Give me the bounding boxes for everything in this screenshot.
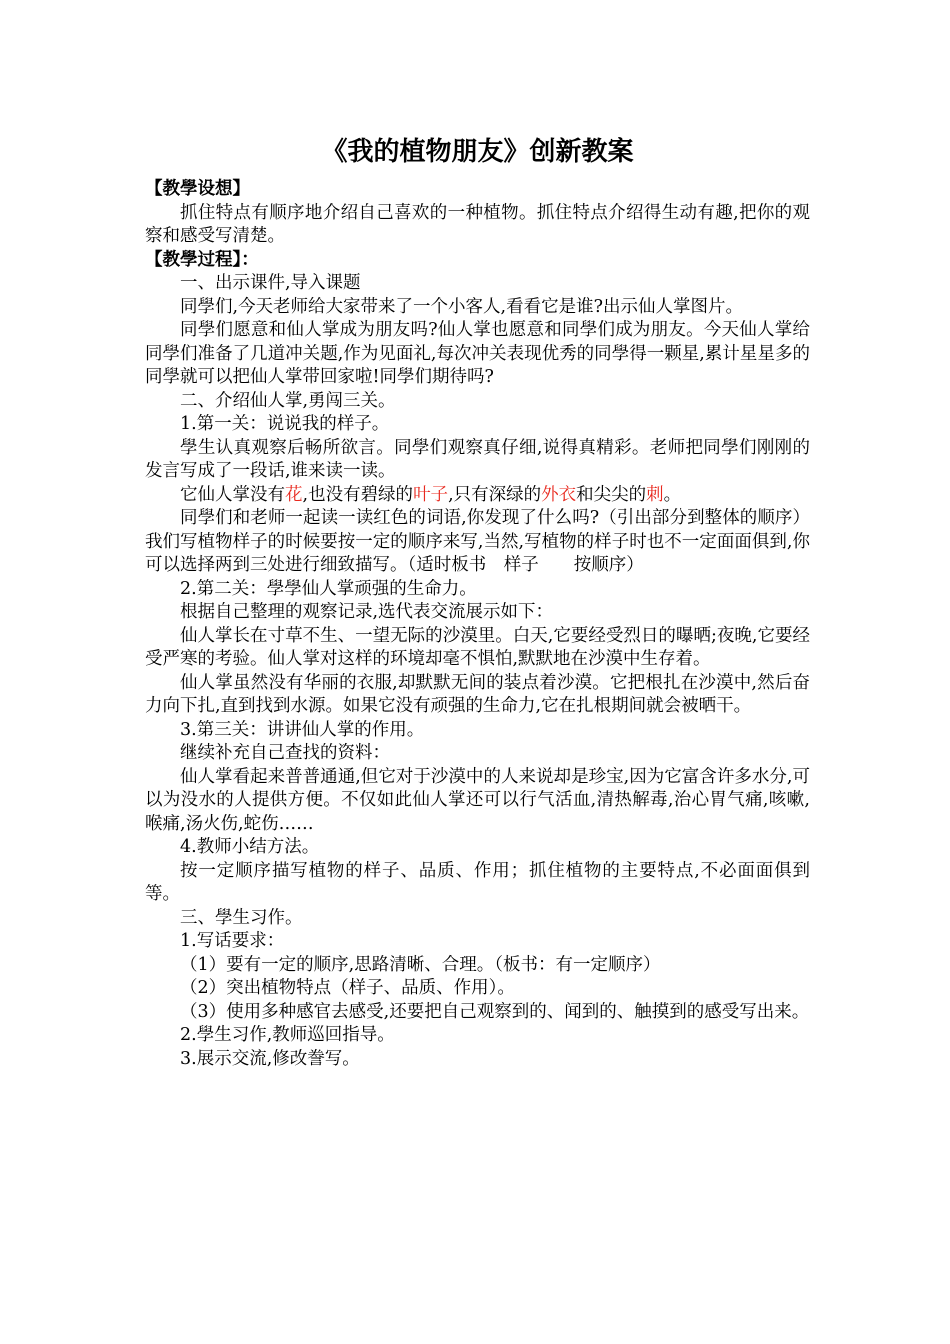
paragraph-friends: 同學们愿意和仙人掌成为朋友吗?仙人掌也愿意和同學们成为朋友。今天仙人掌给同學们准备了几道冲关题,作为见面礼,每次冲关表现优秀的同學得一颗星,累计星星多的同學就可以把仙人掌带回家啦!同學们期待吗? <box>145 320 810 387</box>
text-segment: ,也没有碧绿的 <box>302 484 414 505</box>
paragraph-order-discovery: 同學们和老师一起读一读红色的词语,你发现了什么吗?（引出部分到整体的顺序）我们写植物样子的时候要按一定的顺序来写,当然,写植物的样子时也不一定面面俱到,你可以选择两到三处进行细致描写。（适时板书 样子 按顺序） <box>145 508 810 575</box>
paragraph-level-2: 2.第二关：學學仙人掌顽强的生命力。 <box>180 578 477 599</box>
text-segment: ,只有深绿的 <box>448 484 542 505</box>
paragraph-materials: 继续补充自己查找的资料： <box>180 743 390 763</box>
paragraph-writing: 2.學生习作,教师巡回指导。 <box>180 1025 395 1045</box>
text-segment: 和尖尖的 <box>576 484 647 505</box>
paragraph-level-3: 3.第三关：讲讲仙人掌的作用。 <box>180 719 425 740</box>
highlight-word-leaf: 叶子 <box>413 484 449 505</box>
highlight-word-flower: 花 <box>285 484 303 505</box>
paragraph-desert: 仙人掌长在寸草不生、一望无际的沙漠里。白天,它要经受烈日的曝晒;夜晚,它要经受严寒的考验。仙人掌对这样的环境却毫不惧怕,默默地在沙漠中生存着。 <box>145 625 810 669</box>
paragraph-summary-title: 4.教师小结方法。 <box>180 837 320 857</box>
paragraph-level-1: 1.第一关：说说我的样子。 <box>180 414 390 434</box>
highlight-word-thorn: 刺 <box>646 484 664 505</box>
highlight-word-coat: 外衣 <box>541 484 577 505</box>
section-heading-design: 【教學设想】 <box>145 179 250 199</box>
paragraph-requirements: 1.写话要求： <box>180 931 285 951</box>
document-title: 《我的植物朋友》创新教案 <box>321 137 634 167</box>
document-page <box>145 132 810 1071</box>
paragraph-req-3: （3）使用多种感官去感受,还要把自己观察到的、闻到的、触摸到的感受写出来。 <box>180 1001 810 1022</box>
paragraph-highlight-sentence <box>145 484 810 508</box>
paragraph-records: 根据自己整理的观察记录,选代表交流展示如下： <box>180 602 554 622</box>
design-paragraph: 抓住特点有顺序地介绍自己喜欢的一种植物。抓住特点介绍得生动有趣,把你的观察和感受写清楚。 <box>145 202 810 246</box>
paragraph-summary: 按一定顺序描写植物的样子、品质、作用；抓住植物的主要特点,不必面面俱到等。 <box>145 860 810 904</box>
section-heading-process: 【教學过程】： <box>145 249 259 270</box>
paragraph-intro-guest: 同學们,今天老师给大家带来了一个小客人,看看它是谁?出示仙人掌图片。 <box>180 296 744 317</box>
paragraph-req-1: （1）要有一定的顺序,思路清晰、合理。（板书：有一定顺序） <box>180 954 661 975</box>
paragraph-step-1: 一、出示课件,导入课题 <box>180 273 361 293</box>
paragraph-req-2: （2）突出植物特点（样子、品质、作用）。 <box>180 978 515 998</box>
text-segment: 它仙人掌没有 <box>180 484 285 505</box>
text-segment: 。 <box>663 484 682 505</box>
paragraph-observe: 學生认真观察后畅所欲言。同學们观察真仔细,说得真精彩。老师把同學们刚刚的发言写成了一段话,谁来读一读。 <box>145 437 810 481</box>
paragraph-roots: 仙人掌虽然没有华丽的衣服,却默默无间的装点着沙漠。它把根扎在沙漠中,然后奋力向下扎,直到找到水源。如果它没有顽强的生命力,它在扎根期间就会被晒干。 <box>145 672 810 716</box>
paragraph-step-2: 二、介绍仙人掌,勇闯三关。 <box>180 390 396 411</box>
paragraph-share: 3.展示交流,修改誊写。 <box>180 1048 360 1069</box>
paragraph-step-3: 三、學生习作。 <box>180 907 303 928</box>
paragraph-uses: 仙人掌看起来普普通通,但它对于沙漠中的人来说却是珍宝,因为它富含许多水分,可以为没水的人提供方便。不仅如此仙人掌还可以行气活血,清热解毒,治心胃气痛,咳嗽,喉痛,汤火伤,蛇伤…… <box>145 766 810 834</box>
